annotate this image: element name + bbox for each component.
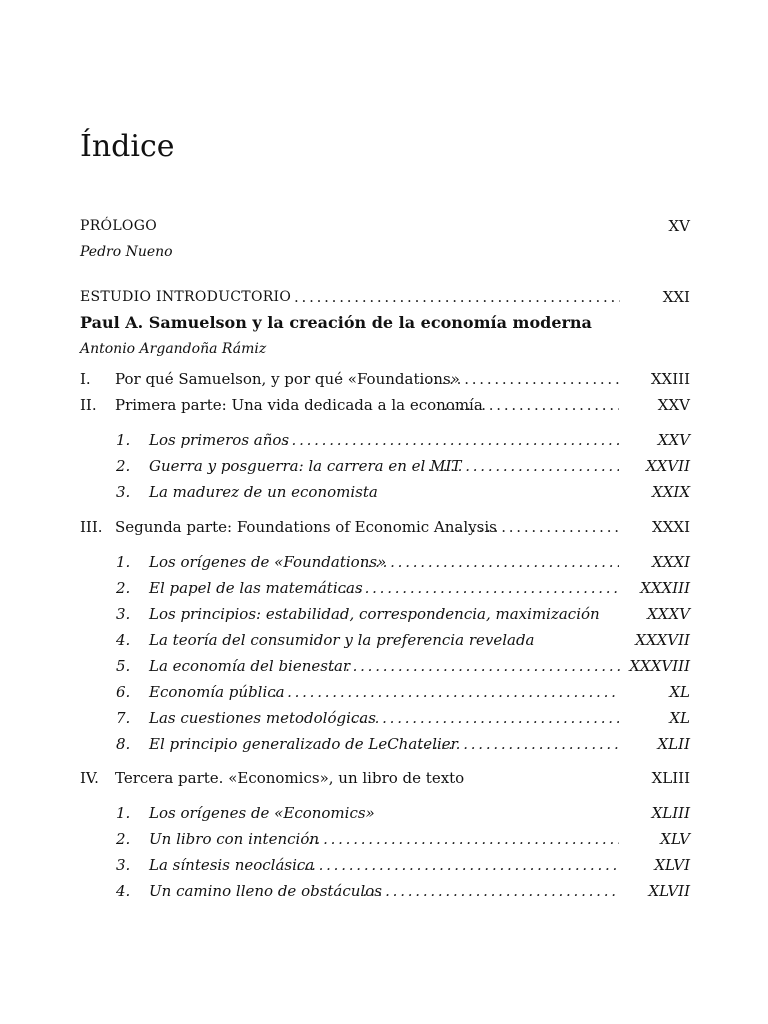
toc-entry [80, 603, 690, 625]
toc-entry-number: 4. [116, 882, 131, 900]
toc-entry-title: El papel de las matemáticas [149, 579, 363, 597]
toc-entry-title: Los principios: estabilidad, correspondencia, maximización [149, 605, 600, 623]
toc-entry-page: XL [669, 683, 690, 701]
toc-entry-page: XXXVIII [629, 657, 690, 675]
dot-leader [294, 286, 620, 308]
toc-entry [80, 802, 690, 824]
toc-entry-title: Por qué Samuelson, y por qué «Foundations» [115, 370, 460, 388]
toc-entry-title: La economía del bienestar [149, 657, 351, 675]
toc-entry [80, 828, 690, 850]
study-author: Antonio Argandoña Rámiz [80, 341, 267, 357]
toc-entry-number: 3. [116, 605, 131, 623]
toc-entry-number: 6. [116, 683, 131, 701]
toc-entry-title: Economía pública [149, 683, 285, 701]
toc-entry-page: XLIII [651, 804, 690, 822]
dot-leader [308, 828, 619, 850]
dot-leader [296, 854, 619, 876]
toc-entry-page: XLVII [648, 882, 690, 900]
toc-entry-number: 1. [116, 553, 131, 571]
toc-entry-number: 5. [116, 657, 131, 675]
toc-entry-page: XL [669, 709, 690, 727]
toc-entry [80, 629, 690, 651]
toc-entry-number: 1. [116, 804, 131, 822]
dot-leader [355, 880, 619, 902]
toc-entry-label: ESTUDIO INTRODUCTORIO [80, 289, 292, 305]
toc-entry-title: La síntesis neoclásica [149, 856, 315, 874]
toc-entry [80, 551, 690, 573]
toc-entry [80, 481, 690, 503]
toc-entry-title: La madurez de un economista [149, 483, 378, 501]
toc-entry-title: Segunda parte: Foundations of Economic Analysis [115, 518, 497, 536]
toc-entry-title: Un libro con intención [149, 830, 320, 848]
toc-entry-page: XXXV [647, 605, 690, 623]
toc-entry-page: XXXIII [640, 579, 690, 597]
toc-entry [80, 368, 690, 390]
toc-entry [80, 577, 690, 599]
toc-entry-number: 3. [116, 856, 131, 874]
toc-entry-page: XXVII [645, 457, 690, 475]
dot-leader [272, 681, 619, 703]
dot-leader [352, 707, 619, 729]
dot-leader [284, 429, 619, 451]
toc-entry-page: XXI [662, 288, 690, 306]
dot-leader [419, 368, 619, 390]
toc-entry-page: XXXVII [635, 631, 690, 649]
toc-entry [80, 733, 690, 755]
toc-entry-page: XXV [657, 396, 690, 414]
toc-entry-page: XLIII [651, 769, 690, 787]
toc-entry [80, 880, 690, 902]
page-title: Índice [80, 129, 175, 164]
toc-entry-title: Los orígenes de «Economics» [149, 804, 375, 822]
toc-entry-number: IV. [80, 769, 99, 787]
toc-entry-number: 2. [116, 579, 131, 597]
dot-leader [456, 516, 619, 538]
toc-entry-title: El principio generalizado de LeChatelier [149, 735, 458, 753]
toc-entry-title: Los orígenes de «Foundations» [149, 553, 387, 571]
dot-leader [418, 733, 619, 755]
toc-entry-page: XXIX [652, 483, 690, 501]
toc-entry-page: XXIII [650, 370, 690, 388]
toc-entry [80, 516, 690, 538]
toc-entry-page: XXXI [652, 553, 690, 571]
toc-entry-page: XLVI [654, 856, 690, 874]
toc-entry-number: 2. [116, 457, 131, 475]
toc-entry-prologo [80, 215, 690, 237]
toc-entry-number: III. [80, 518, 103, 536]
toc-entry-number: 8. [116, 735, 131, 753]
toc-entry-page: XLII [657, 735, 690, 753]
toc-entry-number: II. [80, 396, 97, 414]
dot-leader [420, 455, 619, 477]
toc-entry-number: 2. [116, 830, 131, 848]
toc-entry-title: Las cuestiones metodológicas [149, 709, 376, 727]
toc-entry-number: 7. [116, 709, 131, 727]
dot-leader [436, 394, 619, 416]
toc-entry-title: Un camino lleno de obstáculos [149, 882, 382, 900]
toc-entry [80, 655, 690, 677]
toc-entry-page: XLV [660, 830, 690, 848]
toc-entry-number: 1. [116, 431, 131, 449]
toc-entry-number: 4. [116, 631, 131, 649]
toc-entry-page: XXV [657, 431, 690, 449]
toc-entry [80, 681, 690, 703]
toc-entry-label: PRÓLOGO [80, 218, 157, 234]
toc-entry-page: XV [668, 217, 690, 235]
toc-entry-title: Tercera parte. «Economics», un libro de texto [115, 769, 465, 787]
toc-entry [80, 394, 690, 416]
toc-entry [80, 854, 690, 876]
toc-entry [80, 767, 690, 789]
toc-entry-title: Guerra y posguerra: la carrera en el MIT [149, 457, 462, 475]
prologo-author: Pedro Nueno [80, 244, 173, 260]
toc-entry [80, 707, 690, 729]
toc-entry [80, 455, 690, 477]
toc-entry-page: XXXI [652, 518, 690, 536]
toc-entry-title: Los primeros años [149, 431, 290, 449]
toc-entry [80, 429, 690, 451]
dot-leader [342, 577, 619, 599]
dot-leader [330, 655, 620, 677]
toc-entry-title: La teoría del consumidor y la preferencia revelada [149, 631, 535, 649]
toc-entry-number: 3. [116, 483, 131, 501]
dot-leader [360, 551, 619, 573]
toc-entry-estudio [80, 286, 690, 308]
toc-entry-title: Primera parte: Una vida dedicada a la economía [115, 396, 483, 414]
toc-entry-number: I. [80, 370, 91, 388]
study-heading: Paul A. Samuelson y la creación de la economía moderna [80, 313, 592, 332]
